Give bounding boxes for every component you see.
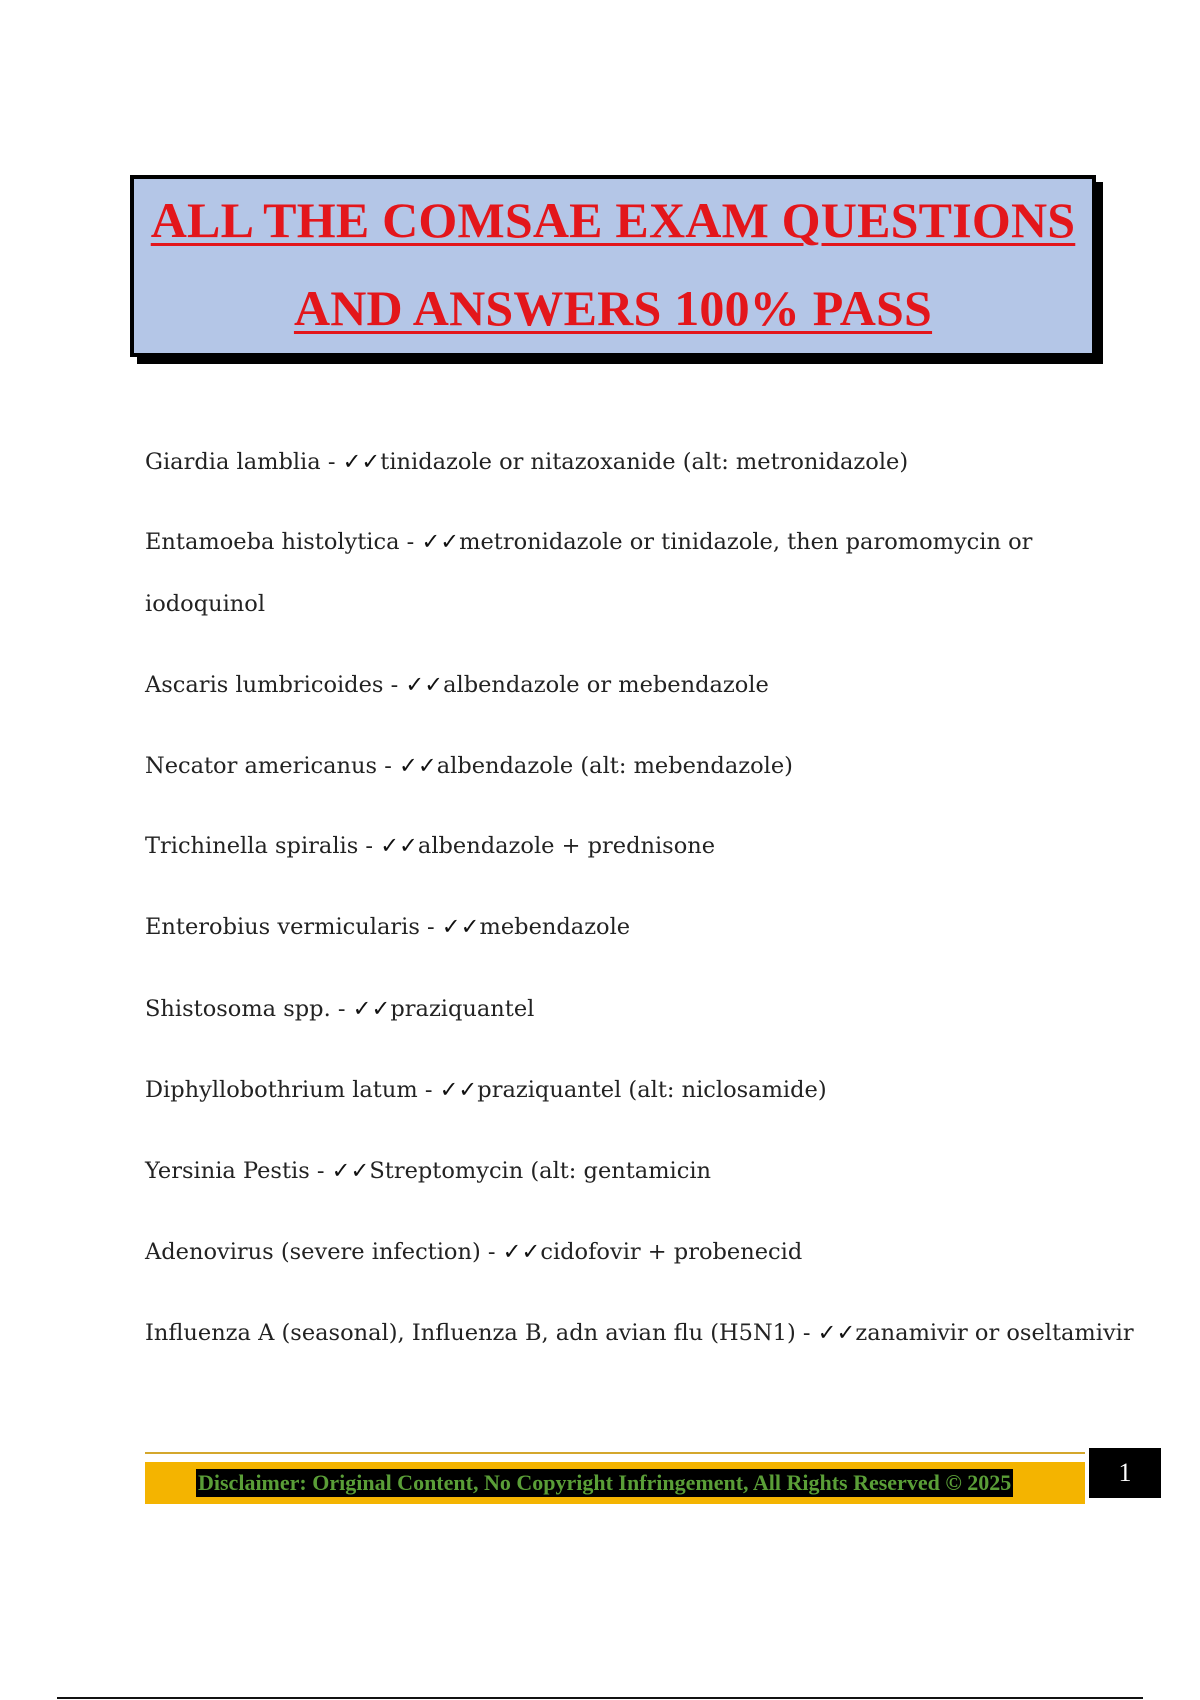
entry-answer: albendazole or mebendazole	[443, 672, 769, 698]
entry-entamoeba	[145, 531, 1032, 554]
double-check-icon: ✓✓	[380, 833, 418, 859]
entry-question: Yersinia Pestis -	[145, 1158, 332, 1184]
double-check-icon: ✓✓	[352, 996, 391, 1022]
entry-question: Enterobius vermicularis -	[145, 914, 442, 940]
title-line-1: ALL THE COMSAE EXAM QUESTIONS	[150, 192, 1076, 248]
double-check-icon: ✓✓	[331, 1158, 370, 1184]
entry-necator	[145, 755, 793, 778]
entry-question: Ascaris lumbricoides -	[145, 672, 406, 698]
entry-question: Shistosoma spp. -	[145, 996, 353, 1022]
double-check-icon: ✓✓	[405, 672, 444, 698]
entry-answer: tinidazole or nitazoxanide (alt: metronidazole)	[380, 449, 909, 475]
entry-answer-continued: iodoquinol	[145, 591, 266, 617]
entry-adenovirus	[145, 1241, 802, 1264]
entry-diphyllobothrium	[145, 1079, 827, 1102]
double-check-icon: ✓✓	[439, 1077, 478, 1103]
entry-giardia	[145, 451, 908, 474]
footer-disclaimer: Disclaimer: Original Content, No Copyright Infringement, All Rights Reserved © 2025	[198, 1470, 1012, 1495]
footer-rule	[145, 1452, 1085, 1454]
entry-question: Diphyllobothrium latum -	[145, 1077, 440, 1103]
entry-question: Adenovirus (severe infection) -	[145, 1239, 503, 1265]
double-check-icon: ✓✓	[398, 753, 437, 779]
entry-answer: praziquantel (alt: niclosamide)	[477, 1077, 827, 1103]
entry-answer: cidofovir + probenecid	[540, 1239, 803, 1265]
entry-influenza	[145, 1322, 1134, 1345]
entry-answer: praziquantel	[390, 996, 535, 1022]
entry-question: Giardia lamblia -	[145, 449, 343, 475]
entry-shistosoma	[145, 998, 534, 1021]
double-check-icon: ✓✓	[421, 529, 460, 555]
entry-ascaris	[145, 674, 769, 697]
entry-question: Influenza A (seasonal), Influenza B, adn avian flu (H5N1) -	[145, 1320, 818, 1346]
title-line-2: AND ANSWERS 100% PASS	[293, 280, 933, 336]
page-number: 1	[1089, 1448, 1161, 1498]
double-check-icon: ✓✓	[502, 1239, 541, 1265]
entry-enterobius	[145, 916, 630, 939]
entry-question: Trichinella spiralis -	[145, 833, 381, 859]
entry-answer: Streptomycin (alt: gentamicin	[369, 1158, 712, 1184]
entry-answer: mebendazole	[479, 914, 631, 940]
page-bottom-divider	[57, 1697, 1143, 1699]
entry-answer: albendazole (alt: mebendazole)	[436, 753, 793, 779]
title-box	[130, 175, 1096, 357]
double-check-icon: ✓✓	[342, 449, 381, 475]
entry-entamoeba-continued	[145, 593, 265, 616]
entry-question: Entamoeba histolytica -	[145, 529, 422, 555]
double-check-icon: ✓✓	[817, 1320, 856, 1346]
entry-answer: metronidazole or tinidazole, then paromomycin or	[459, 529, 1033, 555]
entry-yersinia	[145, 1160, 711, 1183]
entry-answer: zanamivir or oseltamivir	[855, 1320, 1134, 1346]
entry-question: Necator americanus -	[145, 753, 399, 779]
entry-answer: albendazole + prednisone	[417, 833, 716, 859]
entry-trichinella	[145, 835, 715, 858]
double-check-icon: ✓✓	[441, 914, 480, 940]
